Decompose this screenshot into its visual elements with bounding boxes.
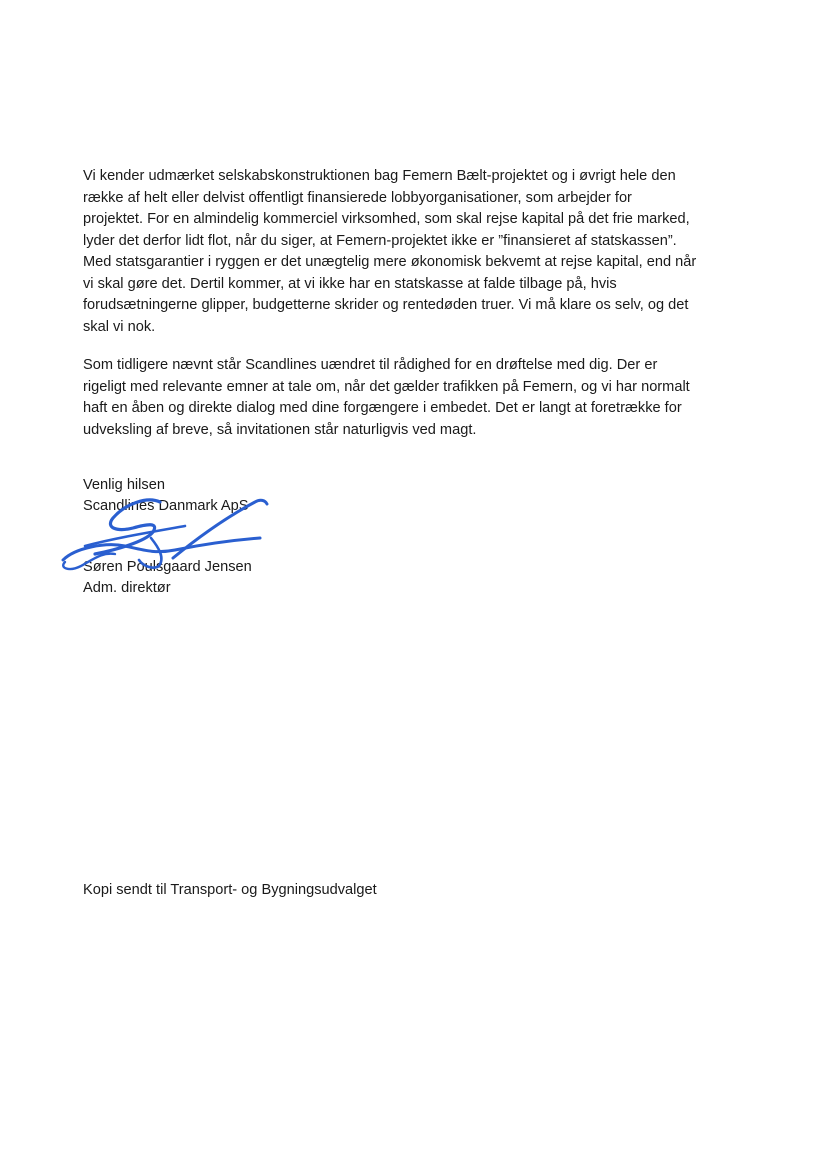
paragraph-line: skal vi nok. xyxy=(83,318,156,335)
paragraph-line: række af helt eller delvist offentligt finansierede lobbyorganisationer, som arbejder for xyxy=(83,189,632,206)
paragraph-line: lyder det derfor lidt flot, når du siger, at Femern-projektet ikke er ”finansieret af statskassen”. xyxy=(83,232,677,249)
paragraph-line: Vi kender udmærket selskabskonstruktionen bag Femern Bælt-projektet og i øvrigt hele den xyxy=(83,168,676,184)
paragraph-line: Som tidligere nævnt står Scandlines uændret til rådighed for en drøftelse med dig. Der er xyxy=(83,357,658,373)
body-paragraph-1 xyxy=(83,166,743,338)
body-paragraph-2 xyxy=(83,355,743,441)
company-name: Scandlines Danmark ApS xyxy=(83,498,249,514)
paragraph-line: udveksling af breve, så invitationen står naturligvis ved magt. xyxy=(83,421,477,438)
paragraph-line: haft en åben og direkte dialog med dine forgængere i embedet. Det er langt at foretrække for xyxy=(83,400,682,416)
closing-greeting: Venlig hilsen xyxy=(83,477,165,493)
copy-note: Kopi sendt til Transport- og Bygningsudvalget xyxy=(83,882,377,898)
paragraph-line: rigeligt med relevante emner at tale om, når det gælder trafikken på Femern, og vi har normalt xyxy=(83,378,690,395)
handwritten-signature xyxy=(55,488,270,573)
paragraph-line: vi skal gøre det. Dertil kommer, at vi ikke har en statskasse at falde tilbage på, hvis xyxy=(83,275,617,292)
paragraph-line: projektet. For en almindelig kommerciel virksomhed, som skal rejse kapital på det frie marked, xyxy=(83,211,690,227)
paragraph-line: forudsætningerne glipper, budgetterne skrider og rentedøden truer. Vi må klare os selv, og det xyxy=(83,297,689,313)
signer-name: Søren Poulsgaard Jensen xyxy=(83,559,252,575)
signer-title: Adm. direktør xyxy=(83,580,171,596)
paragraph-line: Med statsgarantier i ryggen er det unægtelig mere økonomisk bekvemt at rejse kapital, end når xyxy=(83,254,697,270)
